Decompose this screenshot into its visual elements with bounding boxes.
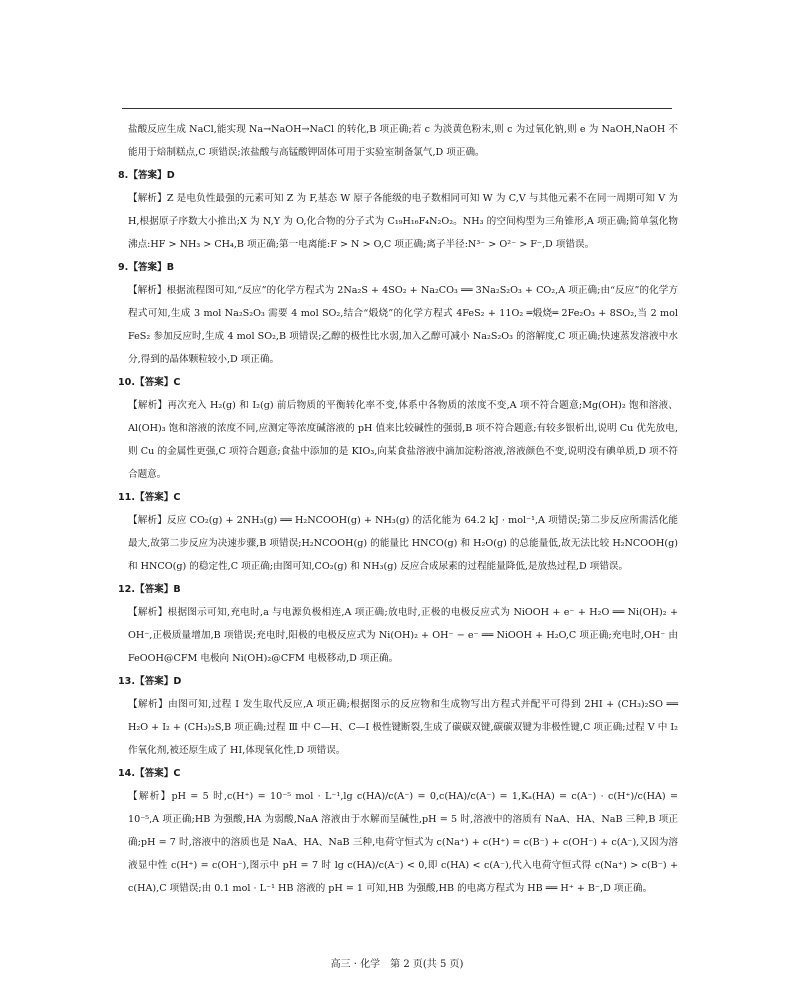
analysis-14: 【解析】pH = 5 时,c(H⁺) = 10⁻⁵ mol · L⁻¹,lg c(HA)/c(A⁻) = 0,c(HA)/c(A⁻) = 1,Kₐ(HA) = c(A⁻) · c(H⁺)/c(HA) = 10⁻⁵,A 项正确;HB 为强酸,HA 为弱酸,NaA 溶液由于水解而呈碱性,pH = 5 时,溶液中的溶质有 NaA、HA、NaB 三种,B 项正确;pH = 7 时,溶液中的溶质也是 NaA、HA、NaB 三种,电荷守恒式为 c(Na⁺) + c(H⁺) = c(B⁻) + c(OH⁻) + c(A⁻),又因为溶液显中性 c(H⁺) = c(OH⁻),图示中 pH = 7 时 lg c(HA)/c(A⁻) < 0,即 c(HA) < c(A⁻),代入电荷守恒式得 c(Na⁺) > c(B⁻) + c(HA),C 项错误;由 0.1 mol · L⁻¹ HB 溶液的 pH = 1 可知,HB 为强酸,HB 的电离方程式为 HB ══ H⁺ + B⁻,D 项正确。: [128, 791, 678, 894]
answer-content: [118, 118, 678, 900]
answer-14: 14.【答案】C: [118, 768, 181, 779]
answer-9: 9.【答案】B: [118, 262, 175, 273]
header-rule: [122, 108, 672, 109]
analysis-9: 【解析】根据流程图可知,“反应”的化学方程式为 2Na₂S + 4SO₂ + Na₂CO₃ ══ 3Na₂S₂O₃ + CO₂,A 项正确;由“反应”的化学方程式可知,生成 3 mol Na₂S₂O₃ 需要 4 mol SO₂,结合“煅烧”的化学方程式 4FeS₂ + 11O₂ ═煅烧═ 2Fe₂O₃ + 8SO₂,当 2 mol FeS₂ 参加反应时,生成 4 mol SO₂,B 项错误;乙醇的极性比水弱,加入乙醇可减小 Na₂S₂O₃ 的溶解度,C 项正确;快速蒸发溶液中水分,得到的晶体颗粒较小,D 项正确。: [128, 285, 678, 365]
analysis-13: 【解析】由图可知,过程 Ⅰ 发生取代反应,A 项正确;根据图示的反应物和生成物写出方程式并配平可得到 2HI + (CH₃)₂SO ══ H₂O + I₂ + (CH₃)₂S,B 项正确;过程 Ⅲ 中 C—H、C—I 极性键断裂,生成了碳碳双键,碳碳双键为非极性键,C 项正确;过程 Ⅴ 中 I₂ 作氧化剂,被还原生成了 HI,体现氧化性,D 项错误。: [128, 699, 678, 756]
page-footer: 高三 · 化学 第 2 页(共 5 页): [330, 959, 464, 970]
analysis-12: 【解析】根据图示可知,充电时,a 与电源负极相连,A 项正确;放电时,正极的电极反应式为 NiOOH + e⁻ + H₂O ══ Ni(OH)₂ + OH⁻,正极质量增加,B 项错误;充电时,阳极的电极反应式为 Ni(OH)₂ + OH⁻ − e⁻ ══ NiOOH + H₂O,C 项正确;充电时,OH⁻ 由 FeOOH@CFM 电极向 Ni(OH)₂@CFM 电极移动,D 项正确。: [128, 607, 678, 664]
answer-12: 12.【答案】B: [118, 584, 181, 595]
answer-13: 13.【答案】D: [118, 676, 182, 687]
analysis-11: 【解析】反应 CO₂(g) + 2NH₃(g) ══ H₂NCOOH(g) + NH₃(g) 的活化能为 64.2 kJ · mol⁻¹,A 项错误;第二步反应所需活化能最大,故第二步反应为决速步骤,B 项错误;H₂NCOOH(g) 的能量比 HNCO(g) 和 H₂O(g) 的总能量低,故无法比较 H₂NCOOH(g) 和 HNCO(g) 的稳定性,C 项正确;由图可知,CO₂(g) 和 NH₃(g) 反应合成尿素的过程能量降低,是放热过程,D 项错误。: [128, 515, 678, 572]
answer-8: 8.【答案】D: [118, 170, 175, 181]
analysis-8: 【解析】Z 是电负性最强的元素可知 Z 为 F,基态 W 原子各能级的电子数相同可知 W 为 C,V 与其他元素不在同一周期可知 V 为 H,根据原子序数大小推出;X 为 N,Y 为 O,化合物的分子式为 C₁₉H₁₆F₄N₂O₂。NH₃ 的空间构型为三角锥形,A 项正确;简单氢化物沸点:HF > NH₃ > CH₄,B 项正确;第一电离能:F > N > O,C 项正确;离子半径:N³⁻ > O²⁻ > F⁻,D 项错误。: [128, 193, 678, 250]
analysis-10: 【解析】再次充入 H₂(g) 和 I₂(g) 前后物质的平衡转化率不变,体系中各物质的浓度不变,A 项不符合题意;Mg(OH)₂ 饱和溶液、Al(OH)₃ 饱和溶液的浓度不同,应测定等浓度碱溶液的 pH 值来比较碱性的强弱,B 项不符合题意;有较多银析出,说明 Cu 优先放电,则 Cu 的金属性更强,C 项符合题意;食盐中添加的是 KIO₃,向某食盐溶液中滴加淀粉溶液,溶液颜色不变,说明没有碘单质,D 项不符合题意。: [128, 400, 678, 480]
answer-11: 11.【答案】C: [118, 492, 181, 503]
continuation-paragraph: 盐酸反应生成 NaCl,能实现 Na→NaOH→NaCl 的转化,B 项正确;若 c 为淡黄色粉末,则 c 为过氧化钠,则 e 为 NaOH,NaOH 不能用于焙制糕点,C 项错误;浓盐酸与高锰酸钾固体可用于实验室制备氯气,D 项正确。: [128, 124, 678, 158]
answer-10: 10.【答案】C: [118, 377, 181, 388]
